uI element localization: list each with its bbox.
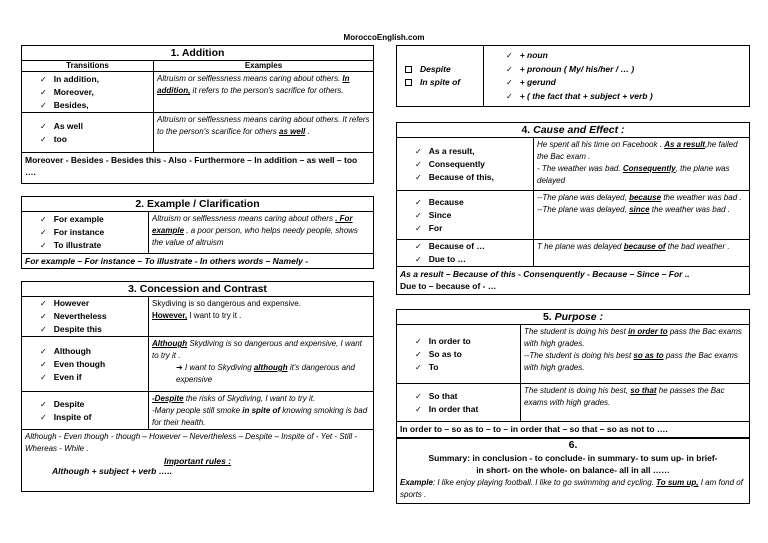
purpose-transitions-2 [397,384,521,421]
transition-item: ✓ Moreover, [40,86,153,99]
example-transitions [22,212,149,253]
despite-rule-list [484,46,749,106]
addition-example-1: Altruism or selflessness means caring about others. In addition, it refers to the person's sacrifice for others. [157,74,350,95]
conclusion-summary: Summary: in conclusion - to conclude- in summary- to sum up- in brief- in short- on the whole- on balance- all in all …… [428,453,718,475]
transition-item: ✓ To illustrate [40,239,148,252]
checkbox-icon [405,79,412,86]
transition-item: ✓ Consequently [415,158,533,171]
transition-item: ✓ too [40,133,153,146]
conclusion-section [396,438,750,504]
concession-example-3: -Despite the risks of Skydiving, I want to try it. -Many people still smoke in spite of knowing smoking is bad for their health. [152,394,368,427]
addition-transitions-1 [22,72,154,112]
concession-section [21,281,374,492]
addition-title: 1. Addition [22,46,373,61]
concession-transitions-3 [22,392,149,429]
example-example: Altruism or selflessness means caring about others . For example , a poor person, who helps needy people, shows the value of altruism [152,214,358,247]
addition-example-2: Altruism or selflessness means caring about others. It refers to the person's scarifice for others as well . [157,115,370,136]
transition-item: ✓ For instance [40,226,148,239]
arrow-right-icon: ➔ [176,363,183,372]
transition-item: ✓ Even if [40,371,148,384]
example-title: 2. Example / Clarification [22,197,373,212]
col-examples-header: Examples [244,61,283,70]
despite-rule: ✓ + gerund [506,76,749,90]
despite-rules-box [396,45,750,107]
col-transitions-header: Transitions [22,61,154,71]
rule-although: Although + subject + verb ….. [52,466,172,476]
transition-item: ✓ As a result, [415,145,533,158]
cause-transitions-1 [397,138,534,190]
transition-item: ✓ To [415,361,520,374]
transition-item: ✓ For [415,222,533,235]
transition-item: ✓ For example [40,213,148,226]
transition-item: ✓ However [40,297,148,310]
checkbox-icon [405,66,412,73]
cause-section [396,122,750,295]
addition-transitions-2 [22,113,154,152]
cause-example-1: He spent all his time on Facebook . As a result,he failed the Bac exam . - The weather was bad. Consequently, the plane was delayed [537,140,738,185]
transition-item: ✓ Because of … [415,240,533,253]
concession-example-1: Skydiving is so dangerous and expensive. However, I want to try it . [152,299,301,320]
transition-item: ✓ Even though [40,358,148,371]
transition-item: ✓ Despite [40,398,148,411]
despite-item: Despite [405,63,483,76]
purpose-example-1: The student is doing his best in order to pass the Bac exams with high grades. --The student is doing his best so as to pass the Bac exams with high grades. [524,327,742,372]
despite-rule: ✓ + ( the fact that + subject + verb ) [506,90,749,104]
transition-item: ✓ Because of this, [415,171,533,184]
transition-item: ✓ In addition, [40,73,153,86]
transition-item: ✓ Although [40,345,148,358]
transition-item: ✓ So that [415,390,520,403]
example-section [21,196,374,269]
transition-item: ✓ In order to [415,335,520,348]
purpose-transitions-1 [397,325,521,383]
concession-example-2: Although Skydiving is so dangerous and expensive, I want to try it . ➔ I want to Skydiving although it's dangerous and expensive [152,339,362,384]
transition-item: ✓ In order that [415,403,520,416]
example-summary: For example – For instance – To illustrate - In others words – Namely - [25,256,309,266]
transition-item: ✓ Despite this [40,323,148,336]
despite-rule: ✓ + pronoun ( My/ his/her / … ) [506,63,749,77]
cause-transitions-3 [397,240,534,266]
concession-title: 3. Concession and Contrast [22,282,373,297]
transition-item: ✓ Because [415,196,533,209]
addition-section [21,45,374,184]
cause-transitions-2 [397,191,534,239]
conclusion-title: 6. [568,439,578,451]
transition-item: ✓ Besides, [40,99,153,112]
purpose-summary: In order to – so as to – to – in order that – so that – so as not to …. [400,424,668,434]
transition-item: ✓ So as to [415,348,520,361]
concession-transitions-1 [22,297,149,336]
addition-summary: Moreover - Besides - Besides this - Also - Furthermore – In addition – as well – too …. [25,155,358,177]
transition-item: ✓ Since [415,209,533,222]
site-name: MoroccoEnglish.com [343,33,425,42]
purpose-title: 5. Purpose : [397,310,749,325]
despite-items [397,46,484,106]
despite-item: In spite of [405,76,483,89]
conclusion-example: Example: I like enjoy playing football. I like to go swimming and cycling. To sum up, I am fond of sports . [400,478,743,499]
cause-example-2: --The plane was delayed, because the weather was bad . --The plane was delayed, since the weather was bad . [537,193,742,214]
transition-item: ✓ Inspite of [40,411,148,424]
cause-summary-1: As a result – Because of this - Consenquently - Because – Since – For .. [400,269,690,279]
transition-item: ✓ As well [40,120,153,133]
transition-item: ✓ Due to … [415,253,533,266]
important-rules-title: Important rules : [163,456,232,466]
purpose-example-2: The student is doing his best, so that he passes the Bac exams with high grades. [524,386,725,407]
purpose-section [396,309,750,438]
despite-rule: ✓ + noun [506,49,749,63]
cause-title: 4. Cause and Effect : [397,123,749,138]
concession-summary: Although - Even though - though – However – Nevertheless – Despite – Inspite of - Yet - Still - Whereas - While . [25,432,358,453]
cause-summary-2: Due to – because of - … [400,281,497,291]
cause-example-3: T he plane was delayed because of the bad weather . [537,242,730,251]
transition-item: ✓ Nevertheless [40,310,148,323]
concession-transitions-2 [22,337,149,391]
